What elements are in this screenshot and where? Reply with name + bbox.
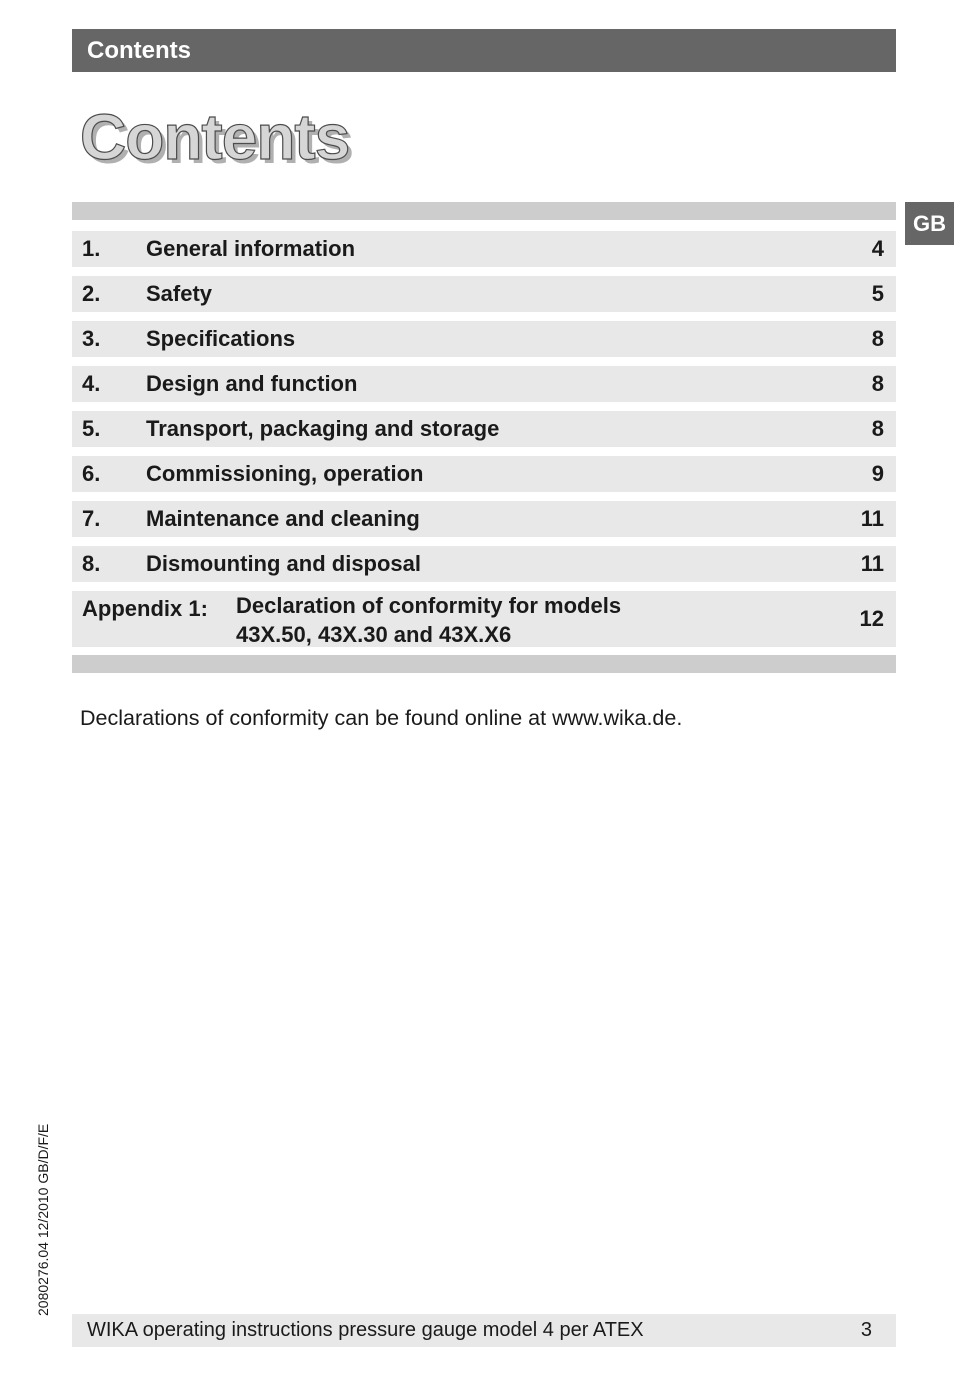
toc-bottom-rule: [72, 655, 896, 673]
toc-entry-title: Design and function: [146, 371, 358, 396]
toc-appendix-title-line-2: 43X.50, 43X.30 and 43X.X6: [236, 622, 512, 647]
toc-entry-title: Safety: [146, 281, 213, 306]
toc-entry-number: 2.: [82, 281, 101, 306]
toc-entry-7[interactable]: [72, 501, 896, 537]
language-tab: GB: [905, 202, 954, 245]
toc-entry-number: 4.: [82, 371, 101, 396]
toc-entry-title: Transport, packaging and storage: [146, 416, 500, 441]
footer-text: WIKA operating instructions pressure gauge model 4 per ATEX: [87, 1319, 644, 1341]
toc-entry-3[interactable]: [72, 321, 896, 357]
toc-appendix-title-line-1: Declaration of conformity for models: [236, 593, 622, 618]
document-id: 2080276.04 12/2010 GB/D/F/E: [35, 1123, 51, 1316]
toc-entry-page: 11: [860, 506, 884, 531]
toc-entry-number: 8.: [82, 551, 101, 576]
toc-entry-page: 4: [871, 236, 884, 261]
toc-entry-2[interactable]: [72, 276, 896, 312]
toc-entry-title: Maintenance and cleaning: [146, 506, 420, 531]
conformity-note: Declarations of conformity can be found online at www.wika.de.: [80, 706, 683, 730]
toc-entry-8[interactable]: [72, 546, 896, 582]
toc-entry-page: 8: [871, 416, 884, 441]
section-header-bar: Contents: [72, 29, 896, 72]
toc-entry-1[interactable]: [72, 231, 896, 267]
toc-entry-number: 7.: [82, 506, 101, 531]
toc-entry-page: 11: [860, 551, 884, 576]
toc-top-rule: [72, 202, 896, 220]
toc-entry-title: Specifications: [146, 326, 296, 351]
toc-entry-number: 5.: [82, 416, 101, 441]
toc-entry-page: 12: [859, 606, 884, 631]
toc-entry-number: 1.: [82, 236, 101, 261]
toc-entry-title: Commissioning, operation: [146, 461, 424, 486]
table-of-contents: [72, 231, 896, 656]
toc-entry-6[interactable]: [72, 456, 896, 492]
page-title: Contents: [80, 101, 350, 173]
toc-entry-4[interactable]: [72, 366, 896, 402]
toc-entry-number: 3.: [82, 326, 101, 351]
toc-entry-appendix-1[interactable]: [72, 591, 896, 647]
footer-bar: [72, 1314, 896, 1347]
toc-entry-page: 5: [871, 281, 884, 306]
toc-entry-page: 8: [871, 371, 884, 396]
toc-appendix-title: [236, 591, 836, 649]
toc-entry-page: 8: [871, 326, 884, 351]
footer-page-number: 3: [860, 1319, 872, 1341]
toc-entry-title: Dismounting and disposal: [146, 551, 422, 576]
toc-entry-page: 9: [871, 461, 884, 486]
toc-entry-title: General information: [146, 236, 356, 261]
toc-entry-5[interactable]: [72, 411, 896, 447]
toc-appendix-label: Appendix 1:: [82, 596, 208, 621]
toc-entry-number: 6.: [82, 461, 101, 486]
